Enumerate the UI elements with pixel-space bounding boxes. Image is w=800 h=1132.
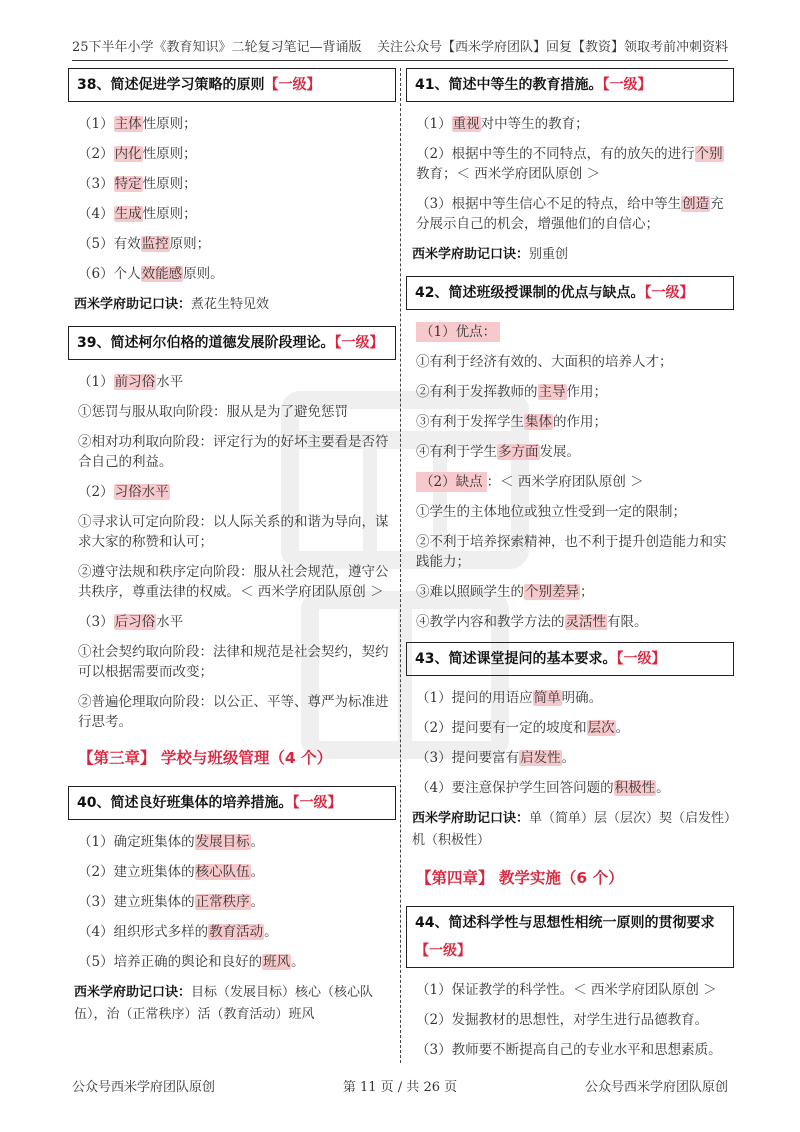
q38-mnemonic bbox=[74, 294, 396, 316]
q39-level: 【一级】 bbox=[334, 335, 384, 351]
chapter-4-heading bbox=[416, 866, 734, 888]
list-item: （3）建立班集体的正常秩序。 bbox=[78, 894, 265, 910]
q44-title-box bbox=[406, 906, 734, 968]
list-item: （2）提问要有一定的坡度和层次。 bbox=[416, 720, 630, 736]
q39-title-box bbox=[68, 326, 396, 360]
chapter-4-title: 教学实施（6 个） bbox=[493, 869, 624, 887]
q41-level: 【一级】 bbox=[602, 77, 652, 93]
q38-title: 38、简述促进学习策略的原则 bbox=[77, 77, 265, 93]
list-item: ④教学内容和教学方法的灵活性有限。 bbox=[416, 614, 648, 630]
page-number: 第 11 页 / 共 26 页 bbox=[342, 1080, 458, 1095]
q39-stage-2-b: ②遵守法规和秩序定向阶段：服从社会规范，遵守公共秩序，尊重法律的权威。＜ 西米学府团队原创 ＞ bbox=[78, 564, 389, 600]
list-item: （1）主体性原则； bbox=[78, 116, 197, 132]
q39-stage-2: （2）习俗水平 bbox=[78, 484, 169, 500]
chapter-3-tag: 【第三章】 bbox=[78, 749, 156, 767]
q39-title: 39、简述柯尔伯格的道德发展阶段理论。 bbox=[77, 335, 335, 351]
mnemonic-text: 煮花生特见效 bbox=[191, 297, 270, 312]
list-item: （1）提问的用语应简单明确。 bbox=[416, 690, 603, 706]
list-item: ③有利于发挥学生集体的作用； bbox=[416, 414, 607, 430]
q38-level: 【一级】 bbox=[264, 77, 321, 93]
mnemonic-label: 西米学府助记口诀： bbox=[74, 985, 192, 1000]
list-item: （3）特定性原则； bbox=[78, 176, 197, 192]
list-item: （1）确定班集体的发展目标。 bbox=[78, 834, 265, 850]
list-item: （3）教师要不断提高自己的专业水平和思想素质。 bbox=[416, 1042, 722, 1058]
mnemonic-text: 目标（发展目标）核心（核心队伍），治（正常秩序）活（教育活动）班风 bbox=[74, 985, 374, 1022]
mnemonic-text: 单（简单）层（层次）契（启发性）机（积极性） bbox=[412, 811, 731, 848]
page-header bbox=[72, 38, 728, 61]
list-item: （4）要注意保护学生回答问题的积极性。 bbox=[416, 780, 670, 796]
q43-title: 43、简述课堂提问的基本要求。 bbox=[415, 651, 617, 667]
q42-title-box bbox=[406, 276, 734, 310]
q42-disadvantages-label: （2）缺点 ：＜ 西米学府团队原创 ＞ bbox=[416, 472, 734, 492]
list-item: （6）个人效能感原则。 bbox=[78, 266, 224, 282]
left-column bbox=[68, 68, 396, 1036]
list-item: （1）保证教学的科学性。＜ 西米学府团队原创 ＞ bbox=[416, 982, 717, 998]
list-item: ②有利于发挥教师的主导作用； bbox=[416, 384, 607, 400]
q40-title: 40、简述良好班集体的培养措施。 bbox=[77, 795, 293, 811]
mnemonic-label: 西米学府助记口诀： bbox=[412, 247, 530, 262]
q40-mnemonic bbox=[74, 982, 396, 1026]
list-item: ④有利于学生多方面发展。 bbox=[416, 444, 580, 460]
list-item: （4）组织形式多样的教育活动。 bbox=[78, 924, 278, 940]
q38-items bbox=[68, 114, 396, 284]
q42-level: 【一级】 bbox=[644, 285, 694, 301]
q39-stage-3: （3）后习俗水平 bbox=[78, 614, 184, 630]
chapter-3-heading bbox=[78, 746, 396, 768]
header-left-text: 25下半年小学《教育知识》二轮复习笔记—背诵版 bbox=[72, 40, 362, 55]
q44-level: 【一级】 bbox=[415, 943, 471, 959]
q43-level: 【一级】 bbox=[616, 651, 666, 667]
list-item: （5）培养正确的舆论和良好的班风。 bbox=[78, 954, 305, 970]
q39-stage-2-a: ①寻求认可定向阶段：以人际关系的和谐为导向，谋求大家的称赞和认可； bbox=[78, 514, 389, 550]
list-item: （4）生成性原则； bbox=[78, 206, 197, 222]
list-item: （3）提问要富有启发性。 bbox=[416, 750, 576, 766]
q39-stage-3-a: ①社会契约取向阶段：法律和规范是社会契约，契约可以根据需要而改变； bbox=[78, 644, 389, 680]
list-item: ③难以照顾学生的个别差异； bbox=[416, 584, 594, 600]
header-right-text: 关注公众号【西米学府团队】回复【教资】领取考前冲刺资料 bbox=[376, 40, 728, 55]
q42-title: 42、简述班级授课制的优点与缺点。 bbox=[415, 285, 645, 301]
mnemonic-text: 别重创 bbox=[529, 247, 569, 262]
q41-title: 41、简述中等生的教育措施。 bbox=[415, 77, 603, 93]
q40-title-box bbox=[68, 786, 396, 820]
list-item: （2）根据中等生的不同特点，有的放矢的进行个别教育；＜ 西米学府团队原创 ＞ bbox=[416, 146, 723, 182]
q43-title-box bbox=[406, 642, 734, 676]
list-item: ①有利于经济有效的、大面积的培养人才； bbox=[416, 354, 673, 370]
right-column bbox=[406, 68, 734, 1070]
q40-level: 【一级】 bbox=[292, 795, 342, 811]
list-item: （1）重视对中等生的教育； bbox=[416, 116, 589, 132]
list-item: （2）建立班集体的核心队伍。 bbox=[78, 864, 265, 880]
q39-stage-1: （1）前习俗水平 bbox=[78, 374, 184, 390]
list-item: ②不利于培养探索精神，也不利于提升创造能力和实践能力； bbox=[416, 534, 727, 570]
q43-mnemonic bbox=[412, 808, 734, 852]
footer-left-text: 公众号西米学府团队原创 bbox=[72, 1080, 216, 1095]
q39-stage-1-a: ①惩罚与服从取向阶段：服从是为了避免惩罚 bbox=[78, 404, 348, 420]
footer-right-text: 公众号西米学府团队原创 bbox=[584, 1080, 728, 1095]
q39-stage-3-b: ②普遍伦理取向阶段：以公正、平等、尊严为标准进行思考。 bbox=[78, 694, 389, 730]
list-item: （3）根据中等生信心不足的特点，给中等生创造充分展示自己的机会，增强他们的自信心； bbox=[416, 196, 724, 232]
list-item: ①学生的主体地位或独立性受到一定的限制； bbox=[416, 504, 686, 520]
list-item: （2）发掘教材的思想性，对学生进行品德教育。 bbox=[416, 1012, 709, 1028]
q44-title: 44、简述科学性与思想性相统一原则的贯彻要求 bbox=[415, 915, 715, 931]
q40-items bbox=[68, 832, 396, 972]
column-divider bbox=[400, 68, 401, 1063]
q41-mnemonic bbox=[412, 244, 734, 266]
mnemonic-label: 西米学府助记口诀： bbox=[74, 297, 192, 312]
list-item: （5）有效监控原则； bbox=[78, 236, 211, 252]
page-footer bbox=[72, 1076, 728, 1095]
q42-advantages-label: （1）优点： bbox=[416, 322, 734, 342]
q41-title-box bbox=[406, 68, 734, 102]
q38-title-box bbox=[68, 68, 396, 102]
list-item: （2）内化性原则； bbox=[78, 146, 197, 162]
chapter-3-title: 学校与班级管理（4 个） bbox=[155, 749, 333, 767]
mnemonic-label: 西米学府助记口诀： bbox=[412, 811, 530, 826]
chapter-4-tag: 【第四章】 bbox=[416, 869, 494, 887]
q39-stage-1-b: ②相对功利取向阶段：评定行为的好坏主要看是否符合自己的利益。 bbox=[78, 434, 389, 470]
